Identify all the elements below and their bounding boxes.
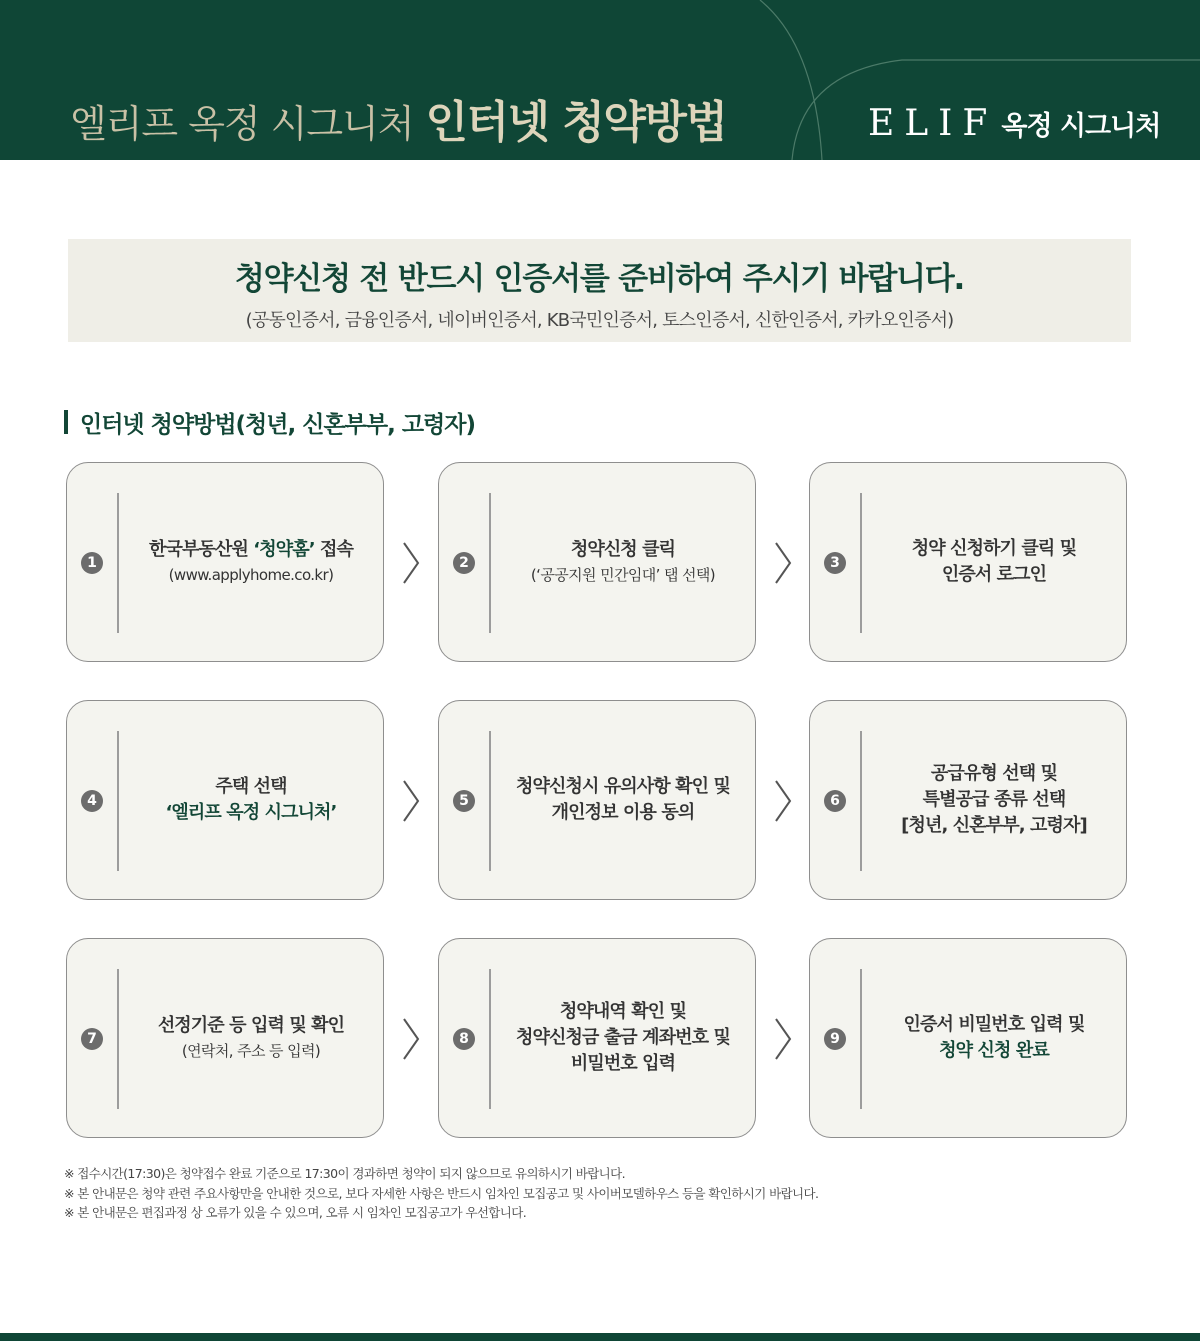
brand-logo <box>868 98 1160 148</box>
step-line-2: ‘엘리프 옥정 시그니처’ <box>165 802 337 823</box>
step-number: 6 <box>824 790 846 812</box>
notice-main: 청약신청 전 반드시 인증서를 준비하여 주시기 바랍니다. <box>234 261 965 297</box>
step-line-1: 청약내역 확인 및 <box>559 1001 687 1022</box>
step-line-1: 청약 신청하기 클릭 및 <box>911 538 1077 559</box>
step-number: 5 <box>453 790 475 812</box>
step-line-2: (연락처, 주소 등 입력) <box>181 1042 321 1060</box>
notice-sub: (공동인증서, 금융인증서, 네이버인증서, KB국민인증서, 토스인증서, 신한인증서, 카카오인증서) <box>245 310 954 331</box>
step-line-2: (‘공공지원 민간임대’ 탭 선택) <box>530 566 716 584</box>
step-card-4 <box>66 700 384 900</box>
step-number: 9 <box>824 1028 846 1050</box>
step-card-9 <box>809 938 1127 1138</box>
step-line-1: 청약신청 클릭 <box>570 539 676 560</box>
footnote: ※ 본 안내문은 편집과정 상 오류가 있을 수 있으며, 오류 시 임차인 모집공고가 우선합니다. <box>64 1205 527 1220</box>
step-line-1: 공급유형 선택 및 <box>930 763 1058 784</box>
footnote: ※ 접수시간(17:30)은 청약접수 완료 기준으로 17:30이 경과하면 청약이 되지 않으므로 유의하시기 바랍니다. <box>64 1166 626 1181</box>
footer-bar <box>0 1333 1200 1341</box>
brand-logo-mark: ELIF <box>868 102 998 144</box>
step-line-2: 특별공급 종류 선택 <box>922 789 1066 810</box>
footnotes <box>64 1164 818 1223</box>
step-card-2 <box>438 462 756 662</box>
footnote: ※ 본 안내문은 청약 관련 주요사항만을 안내한 것으로, 보다 자세한 사항은 반드시 임차인 모집공고 및 사이버모델하우스 등을 확인하시기 바랍니다. <box>64 1185 819 1201</box>
step-line-2: (www.applyhome.co.kr) <box>168 566 334 584</box>
certificate-notice <box>68 239 1131 342</box>
step-line-1: 주택 선택 <box>215 776 287 797</box>
step-line-2: 인증서 로그인 <box>941 564 1047 585</box>
step-number: 1 <box>81 552 103 574</box>
step-number: 2 <box>453 552 475 574</box>
step-line-1: 선정기준 등 입력 및 확인 <box>157 1015 345 1036</box>
chevron-right-icon <box>401 541 421 585</box>
page-title-light: 엘리프 옥정 시그니처 <box>70 102 414 146</box>
step-line-1: 한국부동산원 ‘청약홈’ 접속 <box>149 539 353 560</box>
brand-logo-sub: 옥정 시그니처 <box>1001 110 1161 142</box>
chevron-right-icon <box>773 1017 793 1061</box>
chevron-right-icon <box>401 779 421 823</box>
step-card-8 <box>438 938 756 1138</box>
chevron-right-icon <box>773 541 793 585</box>
step-number: 4 <box>81 790 103 812</box>
step-line-1: 청약신청시 유의사항 확인 및 <box>516 776 730 797</box>
step-line-1: 인증서 비밀번호 입력 및 <box>903 1014 1085 1035</box>
section-title <box>64 404 475 440</box>
step-line-2: 청약 신청 완료 <box>939 1040 1049 1061</box>
section-title-bar <box>64 410 68 434</box>
step-number: 7 <box>81 1028 103 1050</box>
section-title-text: 인터넷 청약방법(청년, 신혼부부, 고령자) <box>80 411 476 438</box>
step-line-2: 청약신청금 출금 계좌번호 및 <box>516 1027 730 1048</box>
step-line-3: [청년, 신혼부부, 고령자] <box>901 815 1087 836</box>
step-number: 3 <box>824 552 846 574</box>
step-card-7 <box>66 938 384 1138</box>
chevron-right-icon <box>401 1017 421 1061</box>
page-title-bold: 인터넷 청약방법 <box>425 97 727 148</box>
step-highlight: ‘청약홈’ <box>253 539 315 560</box>
step-line-2: 개인정보 이용 동의 <box>551 802 695 823</box>
chevron-right-icon <box>773 779 793 823</box>
step-card-1 <box>66 462 384 662</box>
step-number: 8 <box>453 1028 475 1050</box>
step-line-3: 비밀번호 입력 <box>570 1053 676 1074</box>
header-banner <box>0 0 1200 160</box>
page-title <box>70 86 726 146</box>
step-card-3 <box>809 462 1127 662</box>
step-card-5 <box>438 700 756 900</box>
step-card-6 <box>809 700 1127 900</box>
